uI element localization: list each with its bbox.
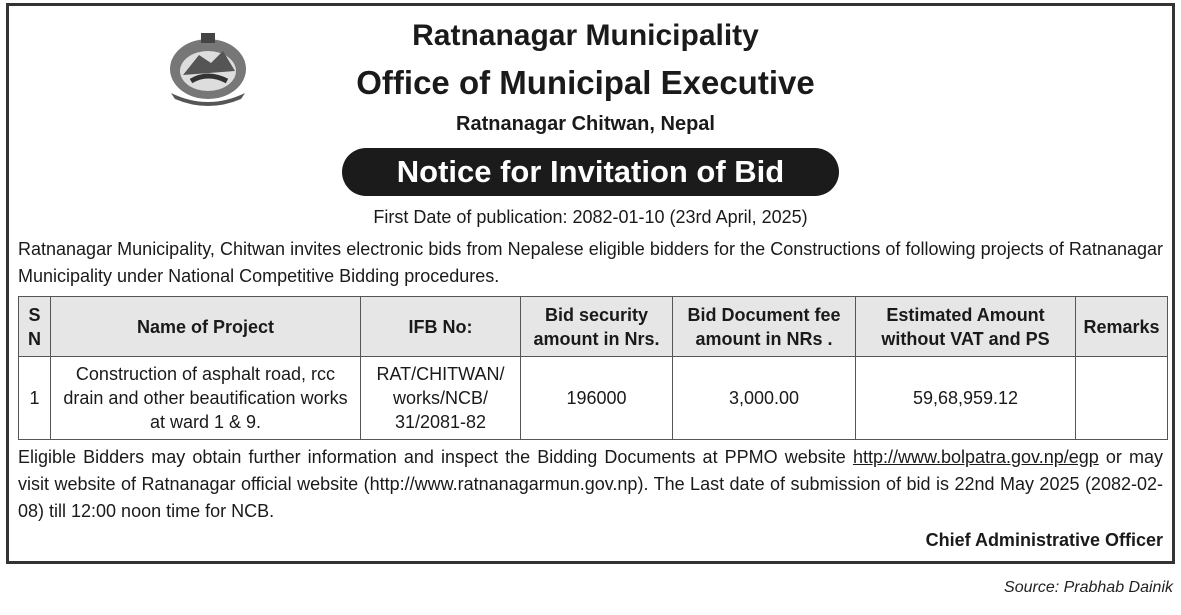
notice-frame [6, 3, 1175, 564]
footer-paragraph [18, 444, 1163, 525]
header-project: Name of Project [51, 297, 361, 357]
bolpatra-link[interactable]: http://www.bolpatra.gov.np/egp [852, 447, 1099, 467]
cell-doc-fee: 3,000.00 [673, 357, 856, 440]
cell-ifb: RAT/CHITWAN/ works/NCB/ 31/2081-82 [361, 357, 521, 440]
publication-date: First Date of publication: 2082-01-10 (23rd April, 2025) [373, 207, 808, 227]
cell-remarks [1076, 357, 1168, 440]
source-credit: Source: Prabhab Dainik [1004, 579, 1173, 596]
signatory: Chief Administrative Officer [925, 530, 1163, 550]
header-remarks: Remarks [1076, 297, 1168, 357]
cell-sn: 1 [19, 357, 51, 440]
office-name: Office of Municipal Executive [356, 64, 815, 101]
municipality-name: Ratnanagar Municipality [412, 19, 759, 52]
notice-title [342, 148, 839, 196]
notice-title-wrap [18, 148, 1163, 196]
footer-text-2: or may visit website of Ratnanagar official website (http://www.ratnanagarmun.gov.np). The Last date of submission of bid is 22nd May 2025 (2082-02-08) till 12:00 noon time for NCB. [18, 447, 1163, 521]
cell-bid-security: 196000 [521, 357, 673, 440]
cell-estimate: 59,68,959.12 [856, 357, 1076, 440]
intro-paragraph: Ratnanagar Municipality, Chitwan invites electronic bids from Nepalese eligible bidders for the Constructions of following projects of Ratnanagar Municipality under National Competitive Bidding procedures. [18, 239, 1163, 286]
table-row [19, 357, 1168, 440]
table-header-row [19, 297, 1168, 357]
header-sn: S N [19, 297, 51, 357]
bid-table [18, 296, 1168, 440]
header-doc-fee: Bid Document fee amount in NRs . [673, 297, 856, 357]
cell-project: Construction of asphalt road, rcc drain and other beautification works at ward 1 & 9. [51, 357, 361, 440]
notice-title-text: Notice for Invitation of Bid [396, 154, 785, 189]
header-ifb: IFB No: [361, 297, 521, 357]
header-estimate: Estimated Amount without VAT and PS [856, 297, 1076, 357]
header-bid-security: Bid security amount in Nrs. [521, 297, 673, 357]
footer-text-1: Eligible Bidders may obtain further information and inspect the Bidding Documents at PPMO website [18, 447, 853, 467]
nepal-emblem-icon [161, 27, 255, 107]
office-location: Ratnanagar Chitwan, Nepal [456, 113, 715, 135]
